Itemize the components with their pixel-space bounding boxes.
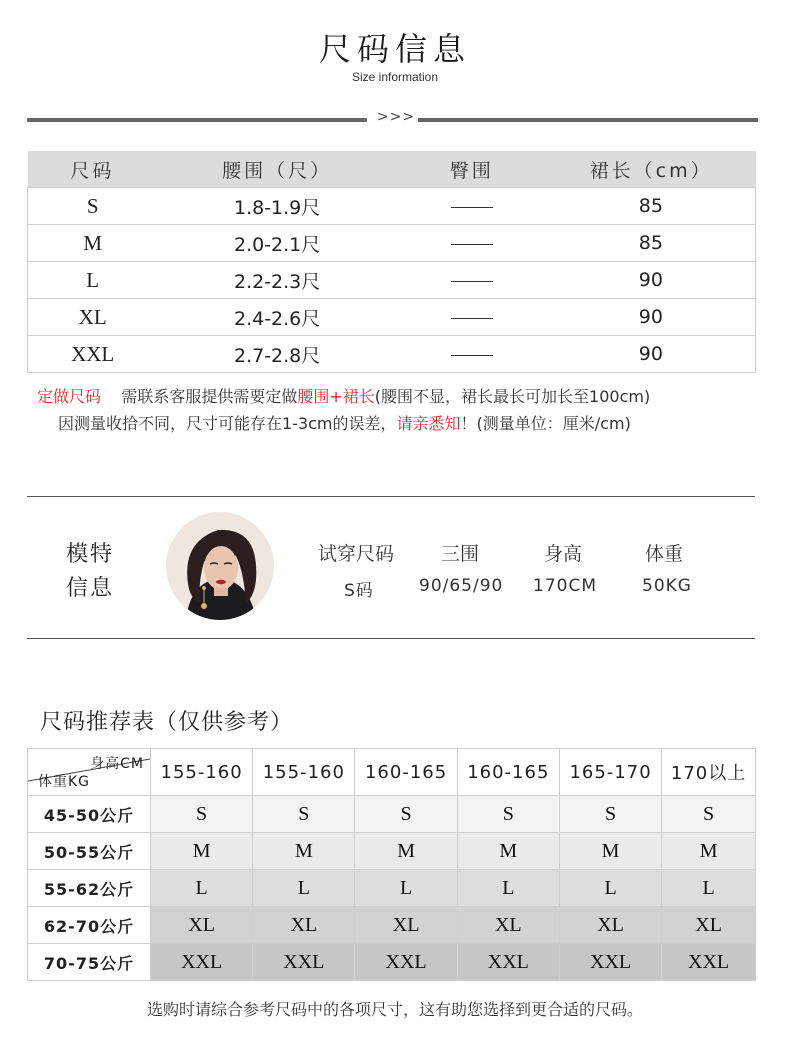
recommended-size: L (151, 870, 253, 907)
recommend-header-row (28, 749, 756, 796)
recommended-size: S (559, 796, 661, 833)
height-range: 160-165 (355, 749, 457, 796)
weight-range: 70-75公斤 (28, 944, 151, 981)
header-length: 裙长（cm） (547, 151, 756, 188)
weight-range: 50-55公斤 (28, 833, 151, 870)
measurement-unit: ！(测量单位：厘米/cm) (460, 414, 631, 433)
recommended-size: XL (253, 907, 355, 944)
corner-cell (28, 749, 151, 796)
recommended-size: L (355, 870, 457, 907)
recommended-size: L (662, 870, 756, 907)
recommended-size: M (151, 833, 253, 870)
hip-value (397, 262, 547, 299)
height-value: 170CM (533, 576, 597, 596)
waist-value: 2.7-2.8尺 (157, 336, 397, 373)
table-row (28, 944, 756, 981)
weight-range: 45-50公斤 (28, 796, 151, 833)
model-divider-top (27, 496, 755, 497)
footer-note: 选购时请综合参考尺码中的各项尺寸，这有助您选择到更合适的尺码。 (146, 1000, 643, 1019)
length-value: 85 (547, 188, 756, 225)
waist-value: 2.2-2.3尺 (157, 262, 397, 299)
recommended-size: L (253, 870, 355, 907)
weight-range: 55-62公斤 (28, 870, 151, 907)
dash-line (451, 207, 493, 208)
waist-value: 1.8-1.9尺 (157, 188, 397, 225)
header-waist: 腰围（尺） (157, 151, 397, 188)
height-range: 155-160 (253, 749, 355, 796)
height-range: 170以上 (662, 749, 756, 796)
recommended-size: XL (151, 907, 253, 944)
model-avatar (166, 512, 274, 620)
weight-range: 62-70公斤 (28, 907, 151, 944)
model-divider-bottom (27, 638, 755, 639)
size-table-header (28, 151, 756, 188)
arrows-icon: >>> (376, 109, 416, 125)
measurements-value: 90/65/90 (419, 576, 504, 596)
recommended-size: S (355, 796, 457, 833)
weight-value: 50KG (642, 576, 692, 596)
table-row (28, 870, 756, 907)
recommended-size: M (662, 833, 756, 870)
table-row (28, 796, 756, 833)
recommended-size: XXL (355, 944, 457, 981)
size-value: L (28, 262, 158, 299)
page-title: 尺码信息 (318, 30, 471, 68)
measurement-text: 因测量收拾不同，尺寸可能存在1-3cm的误差， (58, 414, 397, 433)
fit-size-value: S码 (344, 581, 374, 601)
recommended-size: XXL (151, 944, 253, 981)
height-range: 160-165 (457, 749, 559, 796)
recommend-title: 尺码推荐表（仅供参考） (40, 710, 294, 735)
length-value: 85 (547, 225, 756, 262)
recommended-size: XL (457, 907, 559, 944)
size-value: XL (28, 299, 158, 336)
model-portrait-icon (166, 512, 274, 620)
size-value: XXL (28, 336, 158, 373)
recommended-size: S (253, 796, 355, 833)
corner-height-label: 身高CM (90, 756, 144, 772)
size-table (27, 151, 756, 373)
table-row (28, 336, 756, 373)
recommended-size: XXL (662, 944, 756, 981)
custom-size-note (37, 384, 650, 407)
recommended-size: XXL (457, 944, 559, 981)
recommended-size: L (457, 870, 559, 907)
hip-value (397, 336, 547, 373)
recommended-size: M (355, 833, 457, 870)
size-value: M (28, 225, 158, 262)
hip-value (397, 225, 547, 262)
table-row (28, 262, 756, 299)
title-divider-left (27, 118, 367, 122)
recommended-size: XL (559, 907, 661, 944)
length-value: 90 (547, 336, 756, 373)
height-heading: 身高 (544, 543, 583, 565)
model-label-line1: 模特 (66, 542, 115, 567)
table-row (28, 833, 756, 870)
length-value: 90 (547, 262, 756, 299)
hip-value (397, 188, 547, 225)
table-row (28, 907, 756, 944)
recommended-size: S (151, 796, 253, 833)
dash-line (451, 281, 493, 282)
header-hip: 臀围 (397, 151, 547, 188)
weight-heading: 体重 (645, 543, 684, 565)
recommended-size: XL (355, 907, 457, 944)
custom-size-text: 需联系客服提供需要定做 (121, 387, 298, 406)
page-subtitle: Size information (351, 70, 439, 84)
height-range: 155-160 (151, 749, 253, 796)
table-row (28, 188, 756, 225)
table-row (28, 299, 756, 336)
recommended-size: S (457, 796, 559, 833)
recommended-size: XXL (559, 944, 661, 981)
model-label-line2: 信息 (66, 576, 115, 601)
dash-line (451, 318, 493, 319)
recommended-size: L (559, 870, 661, 907)
recommended-size: XXL (253, 944, 355, 981)
custom-size-label: 定做尺码 (37, 387, 102, 406)
measurement-highlight: 请亲悉知 (396, 414, 461, 433)
height-range: 165-170 (559, 749, 661, 796)
custom-size-highlight: 腰围+裙长 (297, 387, 375, 406)
measurement-note (58, 411, 631, 434)
waist-value: 2.0-2.1尺 (157, 225, 397, 262)
recommended-size: M (253, 833, 355, 870)
corner-weight-label: 体重KG (38, 774, 91, 790)
recommended-size: M (457, 833, 559, 870)
dash-line (451, 244, 493, 245)
measurements-heading: 三围 (441, 543, 480, 565)
dash-line (451, 355, 493, 356)
waist-value: 2.4-2.6尺 (157, 299, 397, 336)
size-value: S (28, 188, 158, 225)
recommend-table (27, 748, 756, 981)
table-row (28, 225, 756, 262)
hip-value (397, 299, 547, 336)
title-divider-right (418, 118, 758, 122)
recommended-size: M (559, 833, 661, 870)
fit-size-heading: 试穿尺码 (318, 543, 395, 565)
header-size: 尺码 (28, 151, 158, 188)
recommended-size: XL (662, 907, 756, 944)
custom-size-detail: (腰围不显，裙长最长可加长至100cm) (374, 387, 651, 406)
recommended-size: S (662, 796, 756, 833)
length-value: 90 (547, 299, 756, 336)
